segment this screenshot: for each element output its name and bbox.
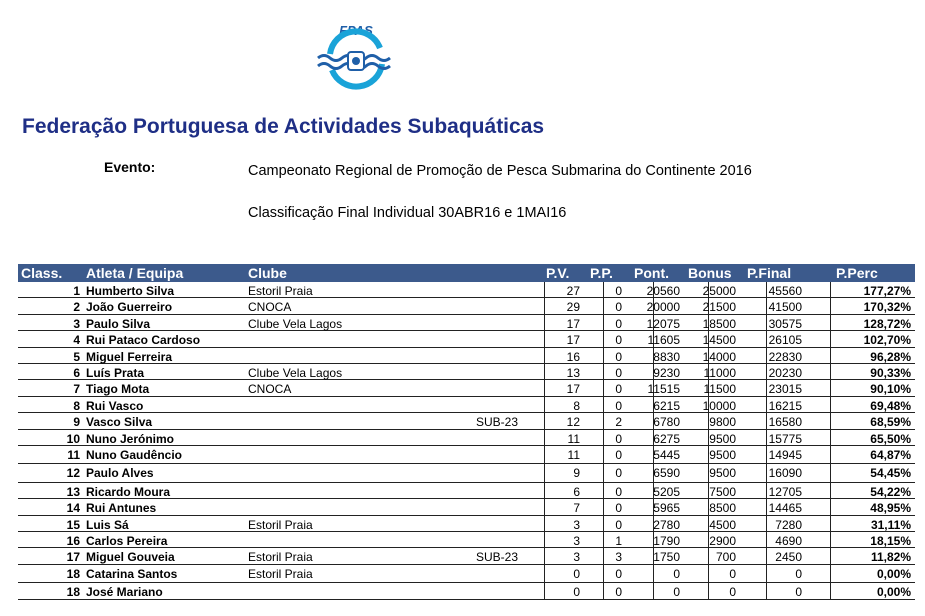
bonus-cell: 25000 xyxy=(702,284,736,298)
athlete-cell: Vasco Silva xyxy=(86,415,153,430)
club-cell: Estoril Praia xyxy=(248,517,313,532)
final-cell: 20230 xyxy=(768,365,802,380)
final-cell: 0 xyxy=(795,585,802,600)
table-row xyxy=(18,583,915,599)
perc-cell: 102,70% xyxy=(863,333,911,348)
table-row xyxy=(18,331,915,347)
pont-cell: 11515 xyxy=(647,382,680,397)
final-cell: 2450 xyxy=(775,550,802,565)
athlete-cell: José Mariano xyxy=(86,585,163,600)
col-rank: Class. xyxy=(21,265,63,281)
pont-cell: 6590 xyxy=(653,466,680,481)
pp-cell: 0 xyxy=(615,398,622,413)
perc-cell: 128,72% xyxy=(863,316,911,331)
perc-cell: 11,82% xyxy=(870,550,911,565)
pont-cell: 5205 xyxy=(653,484,680,499)
table-row xyxy=(18,397,915,413)
athlete-cell: Tiago Mota xyxy=(86,382,150,397)
perc-cell: 64,87% xyxy=(870,447,911,462)
club-cell: CNOCA xyxy=(248,300,292,315)
pp-cell: 0 xyxy=(615,365,622,380)
pont-cell: 6780 xyxy=(653,415,680,430)
rank-cell: 18 xyxy=(66,585,80,600)
athlete-cell: Paulo Alves xyxy=(86,466,154,481)
pv-cell: 3 xyxy=(573,534,580,549)
bonus-cell: 7500 xyxy=(709,484,736,499)
rank-cell: 10 xyxy=(66,431,80,446)
rank-cell: 14 xyxy=(66,501,80,516)
bonus-cell: 21500 xyxy=(702,300,736,315)
table-row xyxy=(18,430,915,446)
pp-cell: 3 xyxy=(615,550,622,565)
pont-cell: 8830 xyxy=(653,349,680,364)
pp-cell: 0 xyxy=(615,300,622,315)
club-cell: Estoril Praia xyxy=(248,550,313,565)
col-athlete: Atleta / Equipa xyxy=(86,265,184,281)
table-row xyxy=(18,532,915,548)
pont-cell: 5965 xyxy=(653,501,680,516)
athlete-cell: Catarina Santos xyxy=(86,566,178,581)
col-pp: P.P. xyxy=(590,265,613,281)
bonus-cell: 2900 xyxy=(709,534,736,549)
logo-text: FPAS xyxy=(339,23,373,38)
bonus-cell: 11500 xyxy=(703,382,736,397)
table-row xyxy=(18,548,915,564)
perc-cell: 68,59% xyxy=(870,415,911,430)
rank-cell: 1 xyxy=(73,284,80,298)
event-name: Campeonato Regional de Promoção de Pesca Submarina do Continente 2016 xyxy=(248,163,752,179)
rank-cell: 17 xyxy=(66,550,80,565)
perc-cell: 170,32% xyxy=(863,300,911,315)
final-cell: 23015 xyxy=(768,382,802,397)
perc-cell: 54,22% xyxy=(870,484,911,499)
perc-cell: 177,27% xyxy=(863,284,911,298)
pv-cell: 17 xyxy=(566,382,580,397)
bonus-cell: 700 xyxy=(715,550,736,565)
pont-cell: 1790 xyxy=(653,534,680,549)
club-cell: Estoril Praia xyxy=(248,284,313,298)
table-row xyxy=(18,446,915,465)
table-row xyxy=(18,413,915,429)
pp-cell: 0 xyxy=(615,585,622,600)
rank-cell: 6 xyxy=(73,365,80,380)
athlete-cell: Rui Vasco xyxy=(86,398,144,413)
event-label: Evento: xyxy=(104,159,156,175)
pp-cell: 0 xyxy=(615,466,622,481)
perc-cell: 90,33% xyxy=(870,365,911,380)
col-pv: P.V. xyxy=(546,265,570,281)
athlete-cell: Luís Prata xyxy=(86,365,145,380)
pp-cell: 1 xyxy=(615,534,622,549)
bonus-cell: 10000 xyxy=(702,398,736,413)
rank-cell: 11 xyxy=(67,447,80,462)
results-table xyxy=(18,264,915,600)
pv-cell: 7 xyxy=(573,501,580,516)
perc-cell: 96,28% xyxy=(870,349,911,364)
pv-cell: 11 xyxy=(567,431,580,446)
pont-cell: 9230 xyxy=(653,365,680,380)
final-cell: 14945 xyxy=(768,447,802,462)
final-cell: 12705 xyxy=(768,484,802,499)
final-cell: 41500 xyxy=(768,300,802,315)
perc-cell: 69,48% xyxy=(870,398,911,413)
rank-cell: 12 xyxy=(66,466,80,481)
final-cell: 15775 xyxy=(768,431,802,446)
rank-cell: 5 xyxy=(73,349,80,364)
pv-cell: 29 xyxy=(566,300,580,315)
table-row xyxy=(18,380,915,396)
pp-cell: 0 xyxy=(615,517,622,532)
pp-cell: 0 xyxy=(615,316,622,331)
pp-cell: 2 xyxy=(615,415,622,430)
athlete-cell: Paulo Silva xyxy=(86,316,151,331)
final-cell: 22830 xyxy=(768,349,802,364)
athlete-cell: Nuno Jerónimo xyxy=(86,431,175,446)
athlete-cell: Miguel Ferreira xyxy=(86,349,173,364)
perc-cell: 18,15% xyxy=(870,534,911,549)
final-cell: 16215 xyxy=(768,398,802,413)
table-row xyxy=(18,348,915,364)
rank-cell: 15 xyxy=(66,517,80,532)
perc-cell: 31,11% xyxy=(870,517,911,532)
pont-cell: 12075 xyxy=(646,316,680,331)
pont-cell: 5445 xyxy=(653,447,680,462)
col-final: P.Final xyxy=(747,265,792,281)
athlete-cell: Rui Pataco Cardoso xyxy=(86,333,201,348)
bonus-cell: 9500 xyxy=(709,447,736,462)
rank-cell: 2 xyxy=(73,300,80,315)
pp-cell: 0 xyxy=(615,284,622,298)
table-row xyxy=(18,364,915,380)
bonus-cell: 9500 xyxy=(709,466,736,481)
perc-cell: 65,50% xyxy=(870,431,911,446)
athlete-cell: Ricardo Moura xyxy=(86,484,171,499)
table-row xyxy=(18,298,915,314)
rank-cell: 4 xyxy=(73,333,80,348)
pv-cell: 3 xyxy=(573,550,580,565)
pv-cell: 27 xyxy=(566,284,580,298)
col-pont: Pont. xyxy=(634,265,669,281)
rank-cell: 13 xyxy=(66,484,80,499)
pont-cell: 11605 xyxy=(647,333,680,348)
final-cell: 4690 xyxy=(775,534,802,549)
athlete-cell: Miguel Gouveia xyxy=(86,550,175,565)
pont-cell: 20560 xyxy=(646,284,680,298)
fpas-logo xyxy=(314,18,398,94)
bonus-cell: 18500 xyxy=(702,316,736,331)
pv-cell: 16 xyxy=(566,349,580,364)
bonus-cell: 9800 xyxy=(709,415,736,430)
final-cell: 26105 xyxy=(768,333,802,348)
rank-cell: 16 xyxy=(66,534,80,549)
table-row xyxy=(18,483,915,499)
pont-cell: 0 xyxy=(673,585,680,600)
pv-cell: 6 xyxy=(573,484,580,499)
classification-title: Classificação Final Individual 30ABR16 e 1MAI16 xyxy=(248,205,567,221)
pp-cell: 0 xyxy=(615,484,622,499)
bonus-cell: 4500 xyxy=(709,517,736,532)
pont-cell: 1750 xyxy=(653,550,680,565)
pv-cell: 17 xyxy=(566,316,580,331)
category-cell: SUB-23 xyxy=(476,415,519,430)
final-cell: 16580 xyxy=(768,415,802,430)
final-cell: 7280 xyxy=(775,517,802,532)
club-cell: CNOCA xyxy=(248,382,292,397)
table-header xyxy=(18,264,915,282)
perc-cell: 48,95% xyxy=(870,501,911,516)
athlete-cell: João Guerreiro xyxy=(86,300,173,315)
rank-cell: 8 xyxy=(73,398,80,413)
athlete-cell: Nuno Gaudêncio xyxy=(86,447,182,462)
pont-cell: 6215 xyxy=(653,398,680,413)
bonus-cell: 9500 xyxy=(709,431,736,446)
pp-cell: 0 xyxy=(615,333,622,348)
table-body xyxy=(18,282,915,600)
bonus-cell: 0 xyxy=(729,566,736,581)
pv-cell: 9 xyxy=(573,466,580,481)
final-cell: 16090 xyxy=(768,466,802,481)
pp-cell: 0 xyxy=(615,382,622,397)
perc-cell: 54,45% xyxy=(870,466,911,481)
rank-cell: 3 xyxy=(73,316,80,331)
pont-cell: 2780 xyxy=(653,517,680,532)
pp-cell: 0 xyxy=(615,349,622,364)
col-perc: P.Perc xyxy=(836,265,878,281)
pv-cell: 17 xyxy=(566,333,580,348)
bonus-cell: 11000 xyxy=(703,365,736,380)
pp-cell: 0 xyxy=(615,501,622,516)
pp-cell: 0 xyxy=(615,566,622,581)
bonus-cell: 8500 xyxy=(709,501,736,516)
bonus-cell: 14000 xyxy=(702,349,736,364)
club-cell: Estoril Praia xyxy=(248,566,313,581)
bonus-cell: 14500 xyxy=(702,333,736,348)
pp-cell: 0 xyxy=(615,431,622,446)
pont-cell: 6275 xyxy=(653,431,680,446)
col-club: Clube xyxy=(248,265,287,281)
pv-cell: 11 xyxy=(567,447,580,462)
bonus-cell: 0 xyxy=(729,585,736,600)
rank-cell: 18 xyxy=(66,566,80,581)
athlete-cell: Luis Sá xyxy=(86,517,129,532)
perc-cell: 0,00% xyxy=(876,585,911,600)
pont-cell: 20000 xyxy=(646,300,680,315)
club-cell: Clube Vela Lagos xyxy=(248,316,343,331)
pv-cell: 0 xyxy=(573,585,580,600)
category-cell: SUB-23 xyxy=(476,550,519,565)
pv-cell: 8 xyxy=(573,398,580,413)
final-cell: 14465 xyxy=(768,501,802,516)
pv-cell: 3 xyxy=(573,517,580,532)
athlete-cell: Rui Antunes xyxy=(86,501,157,516)
final-cell: 0 xyxy=(795,566,802,581)
table-row xyxy=(18,565,915,584)
table-row xyxy=(18,516,915,532)
final-cell: 45560 xyxy=(768,284,802,298)
table-row xyxy=(18,282,915,298)
pp-cell: 0 xyxy=(615,447,622,462)
athlete-cell: Carlos Pereira xyxy=(86,534,168,549)
athlete-cell: Humberto Silva xyxy=(86,284,175,298)
pont-cell: 0 xyxy=(673,566,680,581)
club-cell: Clube Vela Lagos xyxy=(248,365,343,380)
table-row xyxy=(18,464,915,483)
org-title: Federação Portuguesa de Actividades Subaquáticas xyxy=(22,115,545,138)
table-row xyxy=(18,315,915,331)
final-cell: 30575 xyxy=(768,316,802,331)
pv-cell: 12 xyxy=(566,415,580,430)
rank-cell: 9 xyxy=(73,415,80,430)
perc-cell: 90,10% xyxy=(870,382,911,397)
rank-cell: 7 xyxy=(73,382,80,397)
col-bonus: Bonus xyxy=(688,265,732,281)
pv-cell: 13 xyxy=(566,365,580,380)
perc-cell: 0,00% xyxy=(876,566,911,581)
table-row xyxy=(18,499,915,515)
pv-cell: 0 xyxy=(573,566,580,581)
